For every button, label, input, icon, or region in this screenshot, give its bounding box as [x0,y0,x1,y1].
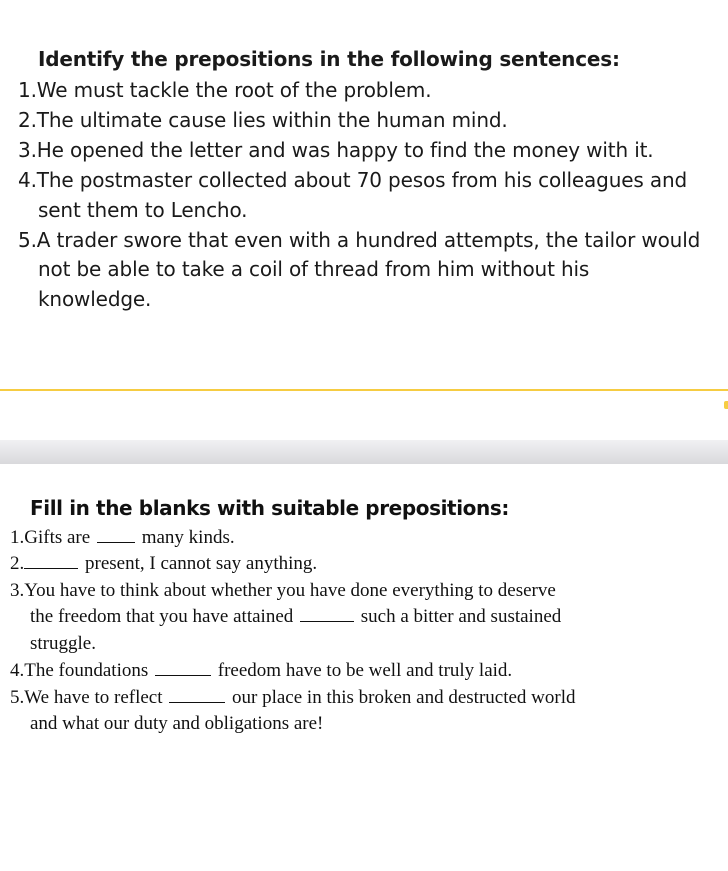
answer-blank[interactable] [169,688,225,703]
answer-blank[interactable] [155,661,211,676]
answer-blank[interactable] [24,554,78,569]
blank-item-2: 2. present, I cannot say anything. [10,553,318,574]
blank-item-3-cont: the freedom that you have attained such a bitter and sustained [30,606,562,627]
blank-item-4: 4.The foundations freedom have to be well and truly laid. [10,660,513,681]
sentence-4-cont: sent them to Lencho. [38,198,248,222]
sentence-5: 5.A trader swore that even with a hundred attempts, the tailor would [18,228,701,252]
section-heading-fill-blanks: Fill in the blanks with suitable prepositions: [30,496,509,520]
answer-blank[interactable] [97,528,135,543]
blank-item-5-cont: and what our duty and obligations are! [30,713,324,734]
yellow-divider [0,389,728,391]
page-gap-band [0,440,728,464]
sentence-5-cont: knowledge. [38,287,152,311]
sentence-5-cont: not be able to take a coil of thread from him without his [38,257,590,281]
sentence-1: 1.We must tackle the root of the problem. [18,78,432,102]
sentence-3: 3.He opened the letter and was happy to find the money with it. [18,138,654,162]
section-heading-identify: Identify the prepositions in the following sentences: [38,47,620,71]
sentence-2: 2.The ultimate cause lies within the human mind. [18,108,508,132]
worksheet-section-identify [0,0,728,355]
blank-item-1: 1.Gifts are many kinds. [10,527,235,548]
sentence-4: 4.The postmaster collected about 70 pesos from his colleagues and [18,168,688,192]
blank-item-5: 5.We have to reflect our place in this broken and destructed world [10,687,576,708]
blank-item-3: 3.You have to think about whether you have done everything to deserve [10,580,556,601]
blank-item-3-cont: struggle. [30,633,96,654]
answer-blank[interactable] [300,607,354,622]
divider-marker [724,401,728,409]
